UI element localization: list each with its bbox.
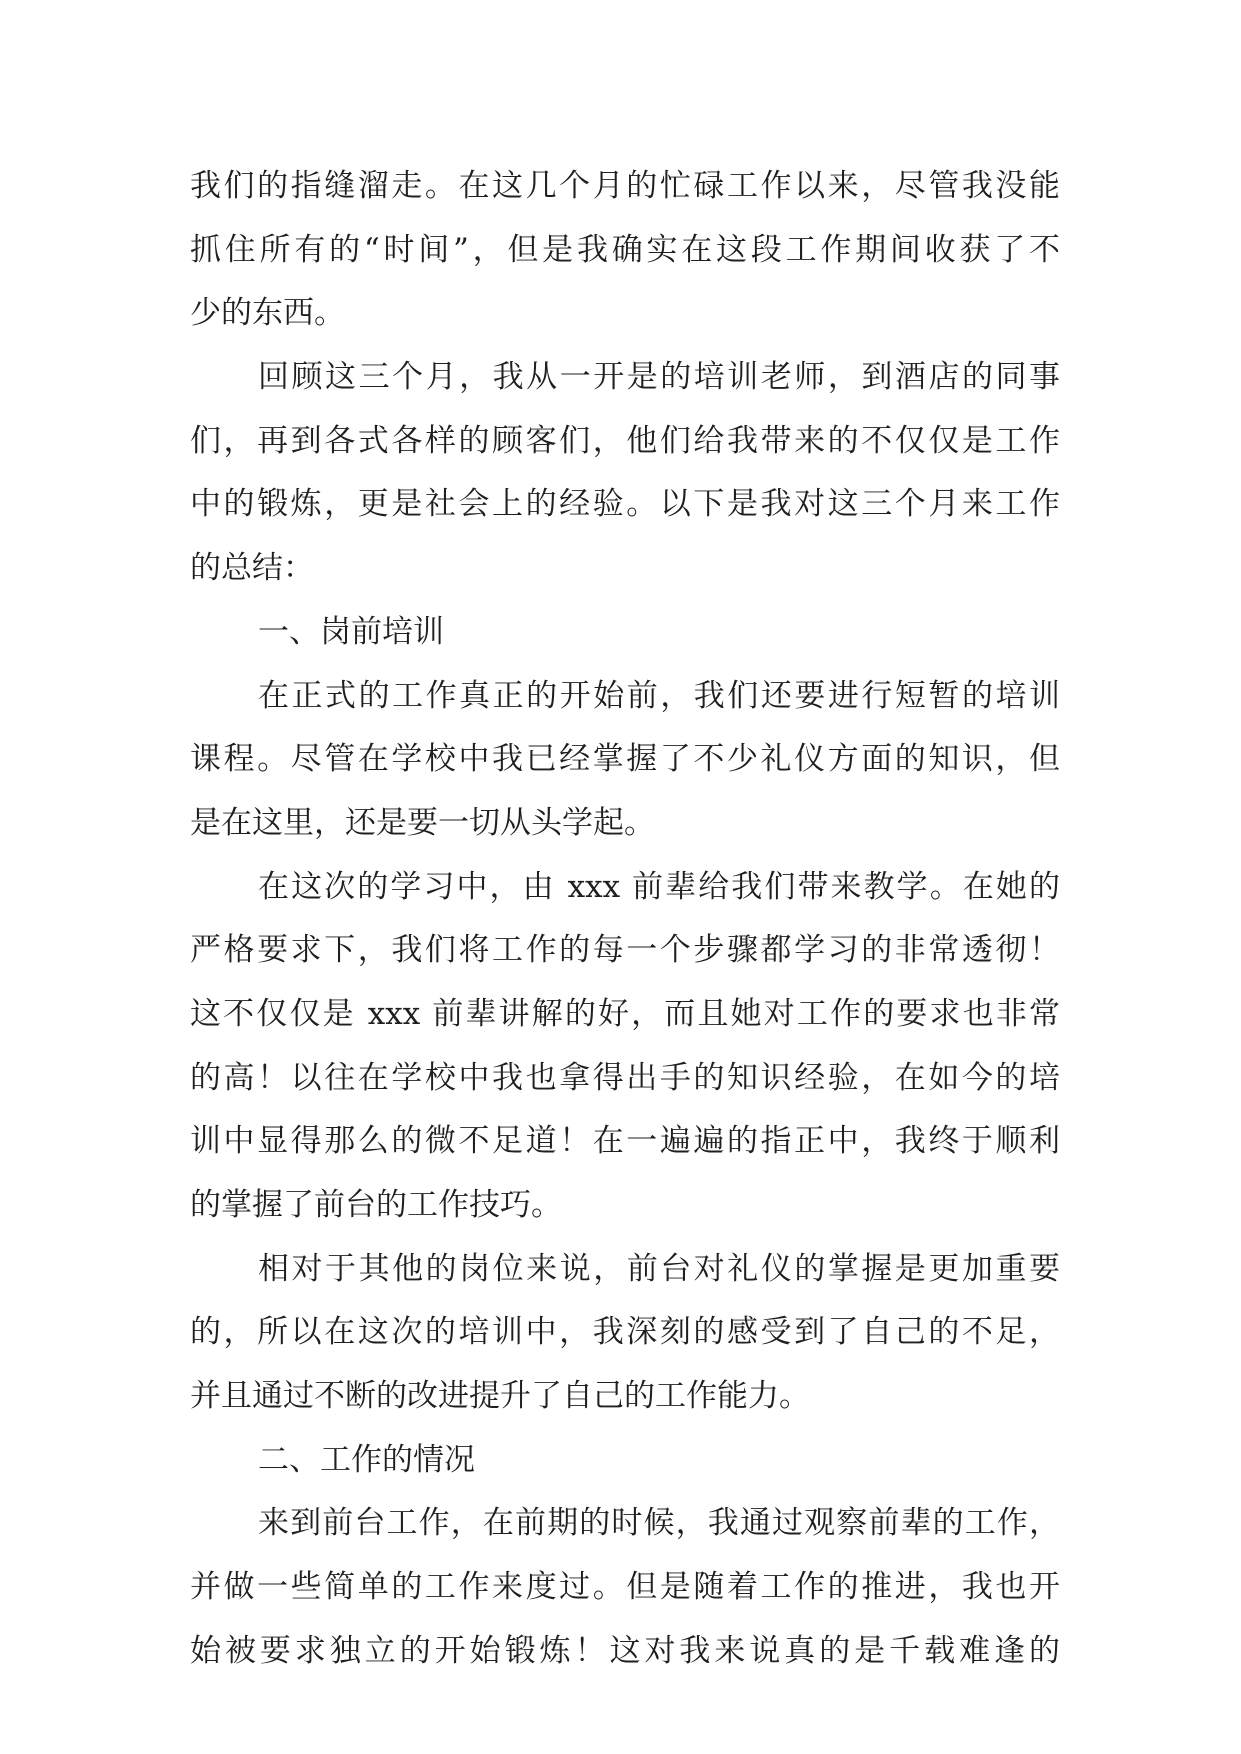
text-line: 抓住所有的“时间”，但是我确实在这段工作期间收获了不 bbox=[190, 231, 1060, 268]
section-heading: 二、工作的情况 bbox=[258, 1441, 475, 1478]
text-line: 并且通过不断的改进提升了自己的工作能力。 bbox=[190, 1378, 810, 1415]
text-line: 的，所以在这次的培训中，我深刻的感受到了自己的不足， bbox=[190, 1314, 1060, 1351]
text-line: 严格要求下，我们将工作的每一个步骤都学习的非常透彻！ bbox=[190, 932, 1060, 969]
text-line: 们，再到各式各样的顾客们，他们给我带来的不仅仅是工作 bbox=[190, 422, 1060, 459]
text-line: 始被要求独立的开始锻炼！这对我来说真的是千载难逢的 bbox=[190, 1632, 1060, 1669]
text-line: 的掌握了前台的工作技巧。 bbox=[190, 1187, 562, 1223]
text-line: 这不仅仅是 xxx 前辈讲解的好，而且她对工作的要求也非常 bbox=[190, 995, 1060, 1032]
text-line: 相对于其他的岗位来说，前台对礼仪的掌握是更加重要 bbox=[258, 1250, 1060, 1287]
text-line: 的高！以往在学校中我也拿得出手的知识经验，在如今的培 bbox=[190, 1059, 1060, 1096]
text-line: 在这次的学习中，由 xxx 前辈给我们带来教学。在她的 bbox=[258, 868, 1060, 905]
text-line: 的总结： bbox=[190, 550, 314, 587]
document-body bbox=[190, 155, 1060, 1684]
text-line: 少的东西。 bbox=[190, 295, 345, 332]
section-heading: 一、岗前培训 bbox=[258, 613, 444, 650]
text-line: 课程。尽管在学校中我已经掌握了不少礼仪方面的知识，但 bbox=[190, 741, 1060, 778]
text-line: 中的锻炼，更是社会上的经验。以下是我对这三个月来工作 bbox=[190, 486, 1060, 523]
text-line: 训中显得那么的微不足道！在一遍遍的指正中，我终于顺利 bbox=[190, 1123, 1060, 1160]
text-line: 回顾这三个月，我从一开是的培训老师，到酒店的同事 bbox=[258, 359, 1060, 396]
text-line: 并做一些简单的工作来度过。但是随着工作的推进，我也开 bbox=[190, 1569, 1060, 1606]
text-line: 我们的指缝溜走。在这几个月的忙碌工作以来，尽管我没能 bbox=[190, 168, 1060, 204]
text-line: 是在这里，还是要一切从头学起。 bbox=[190, 804, 655, 841]
text-line: 来到前台工作，在前期的时候，我通过观察前辈的工作， bbox=[258, 1505, 1060, 1542]
text-line: 在正式的工作真正的开始前，我们还要进行短暂的培训 bbox=[258, 677, 1060, 714]
